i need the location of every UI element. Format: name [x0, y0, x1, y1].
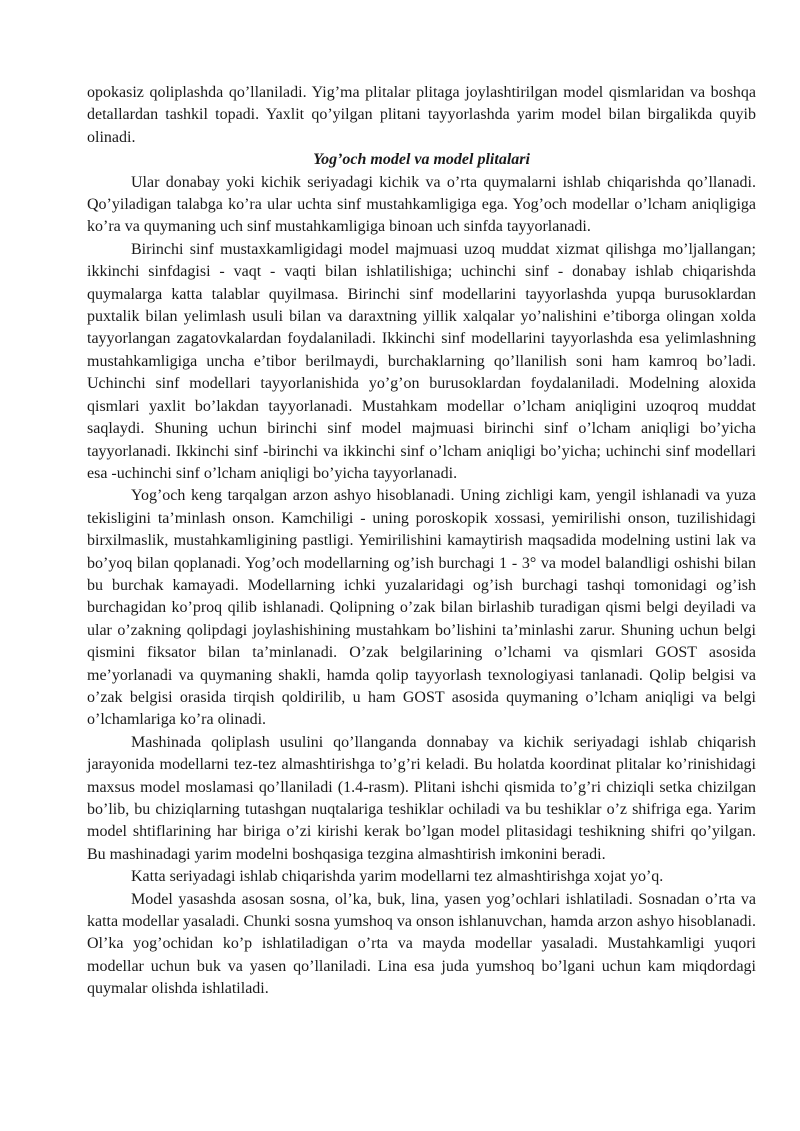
paragraph-classes: Ular donabay yoki kichik seriyadagi kichik va o’rta quymalarni ishlab chiqarishda qo’llanadi. Qo’yiladigan talabga ko’ra ular uchta sinf mustahkamligiga ega. Yog’och modellar o’lcham aniqligiga ko’ra va quymaning uch sinf mustahkamligiga binoan uch sinfda tayyorlanadi.: [87, 173, 756, 236]
paragraph-large-series: Katta seriyadagi ishlab chiqarishda yarim modellarni tez almashtirishga xojat yo’q.: [131, 868, 664, 886]
section-heading: Yog’och model va model plitalari: [313, 151, 530, 169]
intro-paragraph: opokasiz qoliplashda qo’llaniladi. Yig’ma plitalar plitaga joylashtirilgan model qismlaridan va boshqa detallardan tashkil topadi. Yaxlit qo’yilgan plitani tayyorlashda yarim model bilan birgalikda quyib olinadi.: [87, 84, 756, 146]
paragraph-machine-molding: Mashinada qoliplash usulini qo’llanganda donnabay va kichik seriyadagi ishlab chiqarish jarayonida modellarni tez-tez almashtirishga to’g’ri keladi. Bu holatda koordinat plitalar ko’rinishidagi maxsus model moslamasi qo’llaniladi (1.4-rasm). Plitani ishchi qismida to’g’ri chiziqli setka chizilgan bo’lib, bu chiziqlarning tutashgan nuqtalariga teshiklar ochiladi va bu teshiklar o’z shifriga ega. Yarim model shtiflarining har biriga o’zi kirishi kerak bo’lgan model plitasidagi teshikning shifri qo’yilgan. Bu mashinadagi yarim modelni boshqasiga tezgina almashtirish imkonini beradi.: [87, 733, 756, 863]
document-page: [87, 82, 756, 1001]
paragraph-wood-types: Model yasashda asosan sosna, ol’ka, buk, lina, yasen yog’ochlari ishlatiladi. Sosnadan o’rta va katta modellar yasaladi. Chunki sosna yumshoq va onson ishlanuvchan, hamda arzon ashyo hisoblanadi. Ol’ka yog’ochidan ko’p ishlatiladigan o’rta va mayda modellar yasaladi. Mustahkamligi yuqori modellar uchun buk va yasen qo’llaniladi. Lina esa juda yumshoq bo’lgani uchun kam miqdordagi quymalar olishda ishlatiladi.: [87, 890, 756, 998]
paragraph-class-strength: Birinchi sinf mustaxkamligidagi model majmuasi uzoq muddat xizmat qilishga mo’ljallangan; ikkinchi sinfdagisi - vaqt - vaqti bilan ishlatilishiga; uchinchi sinf - donabay ishlab chiqarishda quymalarga katta talablar quyilmasa. Birinchi sinf modellarini tayyorlashda yupqa burusoklardan puxtalik bilan yelimlash usuli bilan va daraxtning yillik xalqalar yo’nalishini e’tiborga olingan xolda tayyorlangan zagatovkalardan foydalaniladi. Ikkinchi sinf modellarini tayyorlashda esa yelimlashning mustahkamligiga uncha e’tibor berilmaydi, burchaklarning qo’llanilish soni ham kamroq bo’ladi. Uchinchi sinf modellari tayyorlanishida yo’g’on burusoklardan foydalaniladi. Modelning aloxida qismlari yaxlit bo’lakdan tayyorlanadi. Mustahkam modellar o’lcham aniqligini uzoqroq muddat saqlaydi. Shuning uchun birinchi sinf model majmuasi birinchi sinf o’lcham aniqligi bo’yicha tayyorlanadi. Ikkinchi sinf -birinchi va ikkinchi sinf o’lcham aniqligi bo’yicha; uchinchi sinf modellari esa -uchinchi sinf o’lcham aniqligi bo’yicha tayyorlanadi.: [87, 240, 756, 482]
paragraph-wood-properties: Yog’och keng tarqalgan arzon ashyo hisoblanadi. Uning zichligi kam, yengil ishlanadi va yuza tekisligini ta’minlash onson. Kamchiligi - uning poroskopik xossasi, yemirilishi onson, tuzilishidagi birxilmaslik, mustahkamligining pastligi. Yemirilishini kamaytirish maqsadida modelning ustini lak va bo’yoq bilan qoplanadi. Yog’och modellarning og’ish burchagi 1 - 3° va model balandligi oshishi bilan bu burchak kamayadi. Modellarning ichki yuzalaridagi og’ish burchagi tashqi tomonidagi og’ish burchagidan ko’proq qilib ishlanadi. Qolipning o’zak bilan birlashib turadigan qismi belgi deyiladi va ular o’zakning qolipdagi joylashishining mustahkam bo’lishini ta’minlashi zarur. Shuning uchun belgi qismini fiksator bilan ta’minlanadi. O’zak belgilarining o’lchami va qismlari GOST asosida me’yorlanadi va quymaning shakli, hamda qolip tayyorlash texnologiyasi tanlanadi. Qolip belgisi va o’zak belgisi orasida tirqish qoldirilib, u ham GOST asosida quymaning o’lcham aniqligi va belgi o’lchamlariga ko’ra olinadi.: [87, 487, 756, 729]
